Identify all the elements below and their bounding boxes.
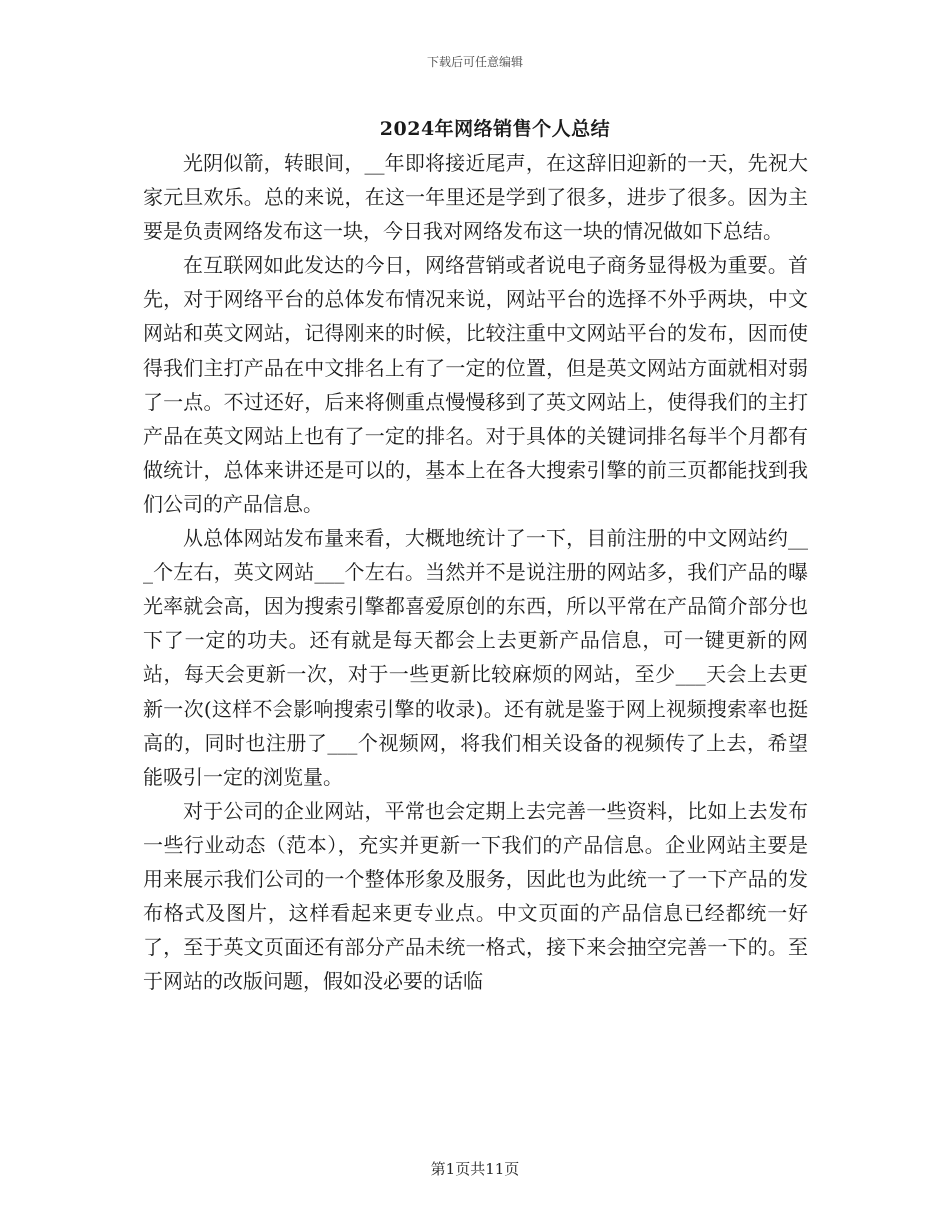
document-title: 2024年网络销售个人总结 bbox=[379, 118, 611, 140]
document-body bbox=[143, 146, 808, 998]
paragraph: 对于公司的企业网站，平常也会定期上去完善一些资料，比如上去发布一些行业动态（范本），充实并更新一下我们的产品信息。企业网站主要是用来展示我们公司的一个整体形象及服务，因此也为此统一了一下产品的发布格式及图片，这样看起来更专业点。中文页面的产品信息已经都统一好了，至于英文页面还有部分产品未统一格式，接下来会抽空完善一下的。至于网站的改版问题，假如没必要的话临 bbox=[143, 798, 808, 994]
paragraph: 光阴似箭，转眼间，__年即将接近尾声，在这辞旧迎新的一天，先祝大家元旦欢乐。总的来说，在这一年里还是学到了很多，进步了很多。因为主要是负责网络发布这一块，今日我对网络发布这一块的情况做如下总结。 bbox=[143, 151, 808, 244]
header-note: 下载后可任意编辑 bbox=[426, 55, 523, 69]
page-number: 第1页共11页 bbox=[430, 1160, 520, 1178]
paragraph: 在互联网如此发达的今日，网络营销或者说电子商务显得极为重要。首先，对于网络平台的总体发布情况来说，网站平台的选择不外乎两块，中文网站和英文网站，记得刚来的时候，比较注重中文网站平台的发布，因而使得我们主打产品在中文排名上有了一定的位置，但是英文网站方面就相对弱了一点。不过还好，后来将侧重点慢慢移到了英文网站上，使得我们的主打产品在英文网站上也有了一定的排名。对于具体的关键词排名每半个月都有做统计，总体来讲还是可以的，基本上在各大搜索引擎的前三页都能找到我们公司的产品信息。 bbox=[143, 253, 808, 516]
paragraph: 从总体网站发布量来看，大概地统计了一下，目前注册的中文网站约___个左右，英文网站___个左右。当然并不是说注册的网站多，我们产品的曝光率就会高，因为搜索引擎都喜爱原创的东西，所以平常在产品简介部分也下了一定的功夫。还有就是每天都会上去更新产品信息，可一键更新的网站，每天会更新一次，对于一些更新比较麻烦的网站，至少___天会上去更新一次(这样不会影响搜索引擎的收录)。还有就是鉴于网上视频搜索率也挺高的，同时也注册了___个视频网，将我们相关设备的视频传了上去，希望能吸引一定的浏览量。 bbox=[143, 526, 808, 789]
